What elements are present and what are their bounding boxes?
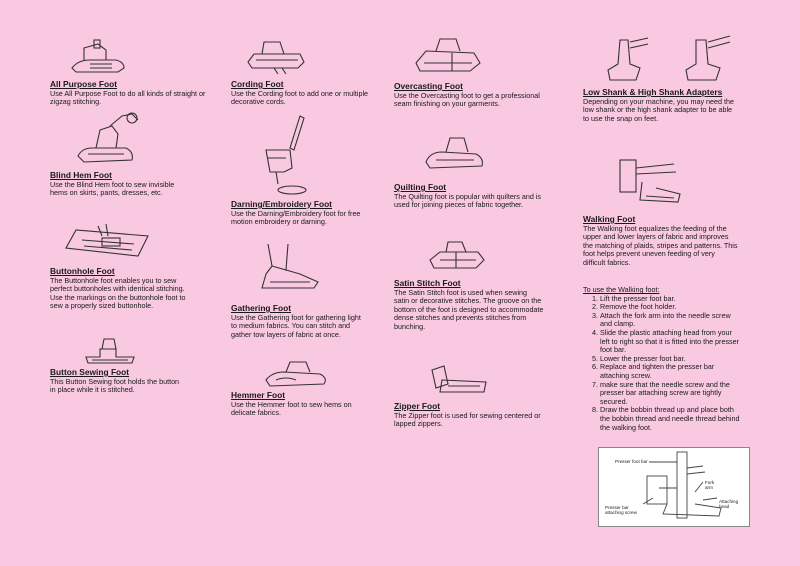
all-purpose-foot-illustration — [68, 38, 128, 76]
overcasting-foot-illustration — [412, 33, 484, 79]
step-item: 5. Lower the presser foot bar. — [600, 355, 741, 364]
gathering-foot-title: Gathering Foot — [231, 303, 292, 313]
diagram-label-attaching-head: Attaching head — [719, 499, 739, 509]
buttonhole-foot-title: Buttonhole Foot — [50, 266, 115, 276]
buttonhole-foot-illustration — [62, 220, 152, 264]
step-item: 8. Draw the bobbin thread up and place both the bobbin thread and needle thread behind the walking foot. — [600, 406, 741, 432]
hemmer-foot-title: Hemmer Foot — [231, 390, 285, 400]
darning-foot-entry — [231, 200, 371, 227]
shank-adapters-entry — [583, 88, 738, 123]
darning-foot-title: Darning/Embroidery Foot — [231, 199, 332, 209]
walking-instructions — [583, 286, 741, 432]
zipper-foot-entry — [394, 402, 544, 429]
gathering-foot-entry — [231, 304, 366, 339]
cording-foot-illustration — [244, 36, 308, 76]
walking-foot-text: The Walking foot equalizes the feeding of the upper and lower layers of fabric and improves the matching of plaids, stripes and patterns. This foot helps prevent uneven feeding of very difficult fabrics. — [583, 223, 738, 267]
cording-foot-text: Use the Cording foot to add one or multiple decorative cords. — [231, 88, 369, 107]
button-sewing-foot-entry — [50, 368, 185, 395]
blind-hem-foot-text: Use the Blind Hem foot to sew invisible hems on skirts, pants, dresses, etc. — [50, 179, 175, 198]
hemmer-foot-illustration — [262, 358, 332, 390]
walking-foot-illustration — [606, 152, 686, 212]
step-item: 6. Replace and tighten the presser bar attaching screw. — [600, 363, 741, 380]
quilting-foot-entry — [394, 183, 544, 210]
hemmer-foot-text: Use the Hemmer foot to sew hems on delicate fabrics. — [231, 399, 352, 418]
diagram-label-fork-arm: Fork arm — [705, 480, 715, 490]
button-sewing-foot-illustration — [82, 335, 140, 367]
step-item: 4. Slide the plastic attaching head from your left to right so that it is fitted into the presser foot bar. — [600, 329, 741, 355]
zipper-foot-text: The Zipper foot is used for sewing centered or lapped zippers. — [394, 410, 541, 429]
buttonhole-foot-text: The Buttonhole foot enables you to sew perfect buttonholes with identical stitching. Use the markings on the buttonhole foot to sew a properly sized buttonhole. — [50, 275, 186, 311]
step-item: 7. make sure that the needle screw and the presser bar attaching screw are tightly secured. — [600, 381, 741, 407]
satin-stitch-foot-illustration — [426, 238, 488, 274]
satin-stitch-foot-text: The Satin Stitch foot is used when sewing satin or decorative stitches. The groove on the bottom of the foot is designed to accommodate dense stitches and prevents stitches from bunching. — [394, 287, 544, 331]
diagram-label-presser-bar-screw: Presser bar attaching screw — [605, 505, 637, 515]
step-item: 1. Lift the presser foot bar. — [600, 295, 741, 304]
hemmer-foot-entry — [231, 391, 371, 418]
quilting-foot-title: Quilting Foot — [394, 182, 447, 192]
all-purpose-foot-text: Use All Purpose Foot to do all kinds of straight or zigzag stitching. — [50, 88, 206, 107]
button-sewing-foot-text: This Button Sewing foot holds the button in place while it is stitched. — [50, 376, 180, 395]
buttonhole-foot-entry — [50, 267, 195, 311]
satin-stitch-foot-entry — [394, 279, 544, 331]
quilting-foot-text: The Quilting foot is popular with quilters and is used for joining pieces of fabric together. — [394, 191, 542, 210]
walking-foot-entry — [583, 215, 738, 267]
gathering-foot-text: Use the Gathering foot for gathering light to medium fabrics. You can stitch and gather tow layers of fabric at once. — [231, 312, 361, 339]
step-item: 2. Remove the foot holder. — [600, 303, 741, 312]
quilting-foot-illustration — [422, 130, 488, 176]
zipper-foot-illustration — [426, 360, 492, 400]
cording-foot-entry — [231, 80, 371, 107]
blind-hem-foot-illustration — [74, 108, 146, 168]
zipper-foot-title: Zipper Foot — [394, 401, 441, 411]
shank-adapters-text: Depending on your machine, you may need the low shank or the high shank adapter to be able to use the snap on feet. — [583, 96, 735, 123]
overcasting-foot-text: Use the Overcasting foot to get a professional seam finishing on your garments. — [394, 90, 540, 109]
cording-foot-title: Cording Foot — [231, 79, 284, 89]
walking-foot-diagram — [598, 447, 750, 527]
darning-foot-illustration — [256, 114, 316, 200]
overcasting-foot-title: Overcasting Foot — [394, 81, 463, 91]
overcasting-foot-entry — [394, 82, 544, 109]
darning-foot-text: Use the Darning/Embroidery foot for free motion embroidery or darning. — [231, 208, 361, 227]
walking-instructions-steps — [583, 295, 741, 433]
blind-hem-foot-title: Blind Hem Foot — [50, 170, 112, 180]
gathering-foot-illustration — [256, 240, 322, 298]
diagram-label-presser-foot-bar: Presser foot bar — [615, 459, 648, 464]
all-purpose-foot-title: All Purpose Foot — [50, 79, 117, 89]
satin-stitch-foot-title: Satin Stitch Foot — [394, 278, 461, 288]
walking-instructions-heading: To use the Walking foot: — [583, 285, 660, 294]
button-sewing-foot-title: Button Sewing Foot — [50, 367, 130, 377]
shank-adapters-title: Low Shank & High Shank Adapters — [583, 87, 723, 97]
walking-foot-title: Walking Foot — [583, 214, 636, 224]
all-purpose-foot-entry — [50, 80, 210, 107]
step-item: 3. Attach the fork arm into the needle screw and clamp. — [600, 312, 741, 329]
blind-hem-foot-entry — [50, 171, 175, 198]
shank-adapters-illustration — [600, 34, 750, 86]
